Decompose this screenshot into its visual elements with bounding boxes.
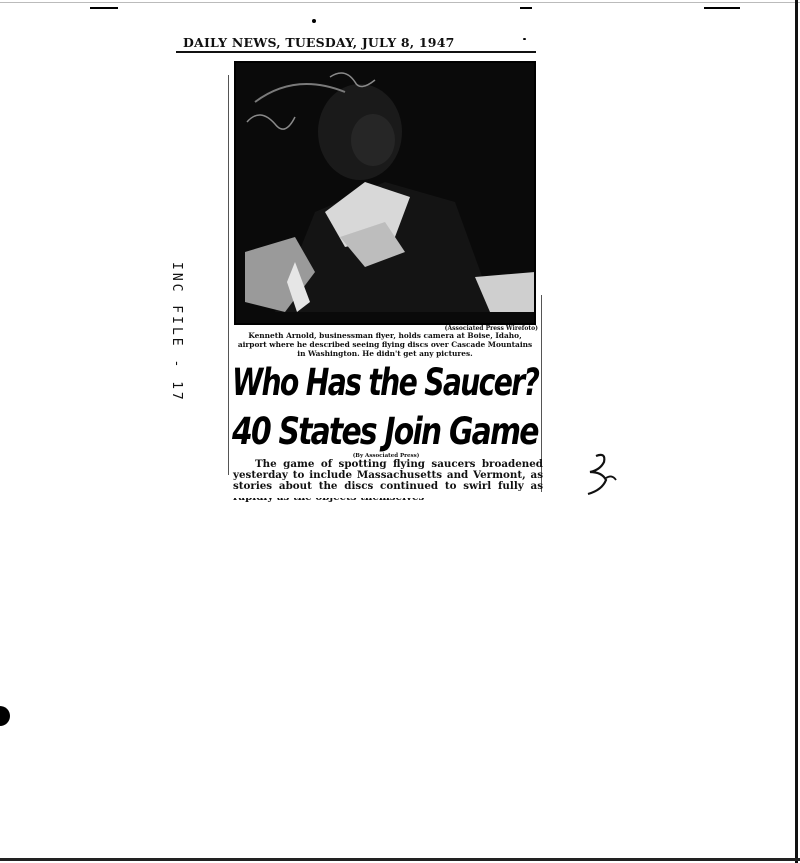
header-rule <box>176 51 536 53</box>
ink-speck <box>312 19 316 23</box>
ink-speck <box>523 38 526 40</box>
news-clipping <box>228 55 544 497</box>
handwritten-initials <box>576 450 620 500</box>
scan-mark <box>90 7 118 9</box>
clipping-cut <box>230 492 544 498</box>
page-top-edge <box>0 2 800 3</box>
page-bottom-edge <box>0 858 800 861</box>
photo-credit: (Associated Press Wirefoto) <box>444 325 538 332</box>
news-photo <box>234 61 536 325</box>
headline-line-1: Who Has the Saucer? <box>232 361 539 404</box>
scan-mark <box>704 7 740 9</box>
file-stamp-area <box>169 262 190 403</box>
scan-mark <box>520 7 532 9</box>
photo-caption: Kenneth Arnold, businessman flyer, holds camera at Boise, Idaho, airport where he described seeing flying discs over Cascade Mountains in Washington. He didn't get any pictures. <box>237 331 533 358</box>
punch-hole <box>0 706 10 726</box>
photo-image <box>235 62 535 324</box>
newspaper-header: DAILY NEWS, TUESDAY, JULY 8, 1947 <box>183 35 455 50</box>
article-paragraph: The game of spotting flying saucers broadened yesterday to include Massachusetts and Vermont, as stories about the discs continued to swirl fully as <box>233 458 543 492</box>
file-stamp: INC FILE - 17 <box>169 262 184 403</box>
clipping-edge <box>228 75 229 475</box>
article-byline: (By Associated Press) <box>352 453 420 459</box>
page-right-edge <box>795 0 798 863</box>
headline-line-2: 40 States Join Game <box>232 410 538 453</box>
